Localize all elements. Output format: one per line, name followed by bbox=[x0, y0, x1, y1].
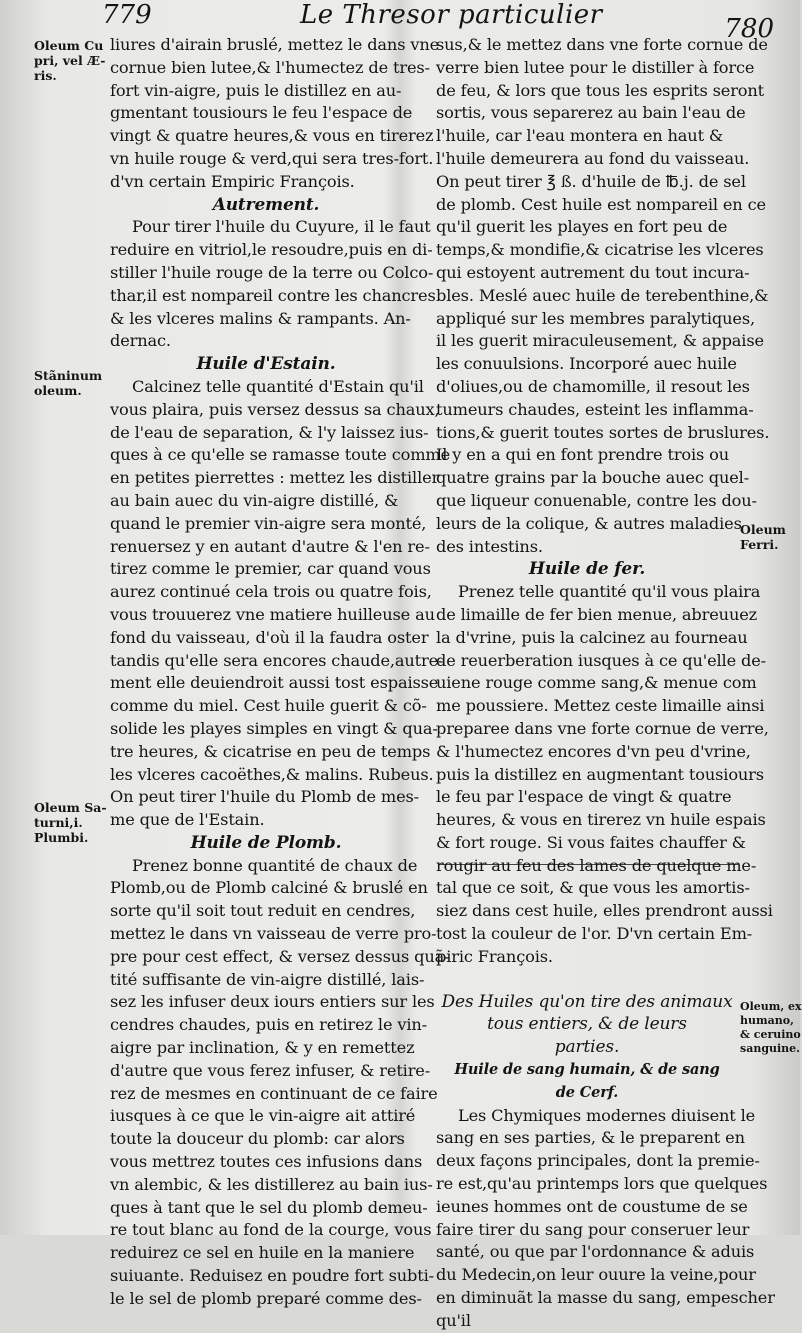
text-line: siez dans cest huile, elles prendront aussi bbox=[436, 901, 773, 921]
margin-note-line: humano, bbox=[740, 1014, 794, 1027]
text-line: temps,& mondifie,& cicatrise les vlceres bbox=[436, 240, 764, 260]
text-line: de l'eau de separation, & l'y laissez ius- bbox=[110, 422, 429, 442]
margin-note-line: Oleum, ex bbox=[740, 1000, 802, 1013]
text-line: piric François. bbox=[436, 946, 553, 966]
text-line: cornue bien lutee,& l'humectez de tres- bbox=[110, 57, 430, 77]
text-line: leurs de la colique, & autres maladies bbox=[436, 513, 742, 533]
text-line: en petites pierrettes : mettez les distiller bbox=[110, 468, 440, 488]
text-line: vingt & quatre heures,& vous en tirerez bbox=[110, 126, 434, 146]
text-line: iusques à ce que le vin-aigre ait attiré bbox=[110, 1106, 416, 1126]
text-line: Il y en a qui en font prendre trois ou bbox=[436, 445, 730, 465]
text-line: tumeurs chaudes, esteint les inflamma- bbox=[436, 399, 754, 419]
text-line: qui estoyent autrement du tout incura- bbox=[436, 262, 750, 282]
margin-note-line: Oleum Cu bbox=[34, 38, 104, 53]
text-line: le feu par l'espace de vingt & quatre bbox=[436, 787, 732, 807]
text-line: le le sel de plomb preparé comme des- bbox=[110, 1288, 422, 1308]
text-line: tions,& guerit toutes sortes de bruslures. bbox=[436, 422, 770, 442]
text-line: solide les playes simples en vingt & qua- bbox=[110, 718, 438, 738]
left-text-column bbox=[110, 34, 451, 1311]
text-line: au bain auec du vin-aigre distillé, & bbox=[110, 490, 399, 510]
margin-note-stanni bbox=[34, 368, 102, 398]
margin-note-line: Stãninum bbox=[34, 368, 103, 383]
text-line: heures, & vous en tirerez vn huile espais bbox=[436, 810, 766, 830]
text-line: que liqueur conuenable, contre les dou- bbox=[436, 490, 757, 510]
section-heading: Huile de Plomb. bbox=[190, 832, 342, 853]
text-line: tost la couleur de l'or. D'vn certain Em- bbox=[436, 924, 753, 944]
text-line: ques à tant que le sel du plomb demeu- bbox=[110, 1197, 428, 1217]
margin-note-line: sanguine. bbox=[740, 1042, 801, 1055]
text-line: Les Chymiques modernes diuisent le bbox=[458, 1105, 756, 1125]
text-line: thar,il est nompareil contre les chancres bbox=[110, 285, 436, 305]
text-line: rougir au feu des lames de quelque me- bbox=[436, 855, 757, 875]
text-line: cendres chaudes, puis en retirez le vin- bbox=[110, 1015, 427, 1035]
running-title: Le Thresor particulier bbox=[300, 0, 603, 30]
text-line: du Medecin,on leur ouure la veine,pour bbox=[436, 1265, 756, 1285]
text-line: re est,qu'au printemps lors que quelques bbox=[436, 1174, 768, 1194]
text-line: fond du vaisseau, d'où il la faudra oster bbox=[110, 627, 429, 647]
section-heading: de Cerf. bbox=[555, 1083, 619, 1101]
margin-note-line: turni,i. bbox=[34, 815, 83, 830]
text-line: d'autre que vous ferez infuser, & retire- bbox=[110, 1060, 431, 1080]
text-line: me poussiere. Mettez ceste limaille ainsi bbox=[436, 696, 765, 716]
text-line: en diminuãt la masse du sang, empescher bbox=[436, 1288, 775, 1308]
text-line: Calcinez telle quantité d'Estain qu'il bbox=[132, 376, 424, 396]
text-line: mettez le dans vn vaisseau de verre pro- bbox=[110, 924, 437, 944]
text-line: comme du miel. Cest huile guerit & cõ- bbox=[110, 696, 427, 716]
margin-note-line: pri, vel Æ- bbox=[34, 53, 106, 68]
left-page-number: 779 bbox=[102, 0, 152, 30]
section-heading: tous entiers, & de leurs bbox=[487, 1014, 687, 1035]
text-line: preparee dans vne forte cornue de verre, bbox=[436, 718, 769, 738]
text-line: l'huile demeurera au fond du vaisseau. bbox=[436, 148, 750, 168]
text-line: vn alembic, & les distillerez au bain ius- bbox=[110, 1174, 433, 1194]
text-line: uiene rouge comme sang,& menue com bbox=[436, 673, 757, 693]
text-line: tité suffisante de vin-aigre distillé, lais- bbox=[110, 969, 425, 989]
text-line: & fort rouge. Si vous faites chauffer & bbox=[436, 832, 746, 852]
text-line: vous plaira, puis versez dessus sa chaux, bbox=[110, 399, 440, 419]
text-line: renuersez y en autant d'autre & l'en re- bbox=[110, 536, 430, 556]
text-line: rez de mesmes en continuant de ce faire bbox=[110, 1083, 438, 1103]
text-line: tal que ce soit, & que vous les amortis- bbox=[436, 878, 750, 898]
text-line: suiuante. Reduisez en poudre fort subti- bbox=[110, 1266, 434, 1286]
text-line: bles. Meslé auec huile de terebenthine,& bbox=[436, 285, 769, 305]
text-line: des intestins. bbox=[436, 536, 543, 556]
section-heading: Huile d'Estain. bbox=[196, 354, 336, 375]
text-line: les vlceres cacoëthes,& malins. Rubeus. bbox=[110, 764, 434, 784]
text-line: tirez comme le premier, car quand vous bbox=[110, 559, 431, 579]
margin-note-sanguine bbox=[740, 1000, 802, 1056]
text-line: gmentant tousiours le feu l'espace de bbox=[110, 103, 413, 123]
margin-note-line: Oleum Sa- bbox=[34, 800, 107, 815]
text-line: & les vlceres malins & rampants. An- bbox=[110, 308, 411, 328]
text-line: vous mettrez toutes ces infusions dans bbox=[110, 1152, 423, 1172]
margin-note-line: ris. bbox=[34, 68, 57, 83]
text-line: aigre par inclination, & y en remettez bbox=[110, 1038, 415, 1058]
text-line: il les guerit miraculeusement, & appaise bbox=[436, 331, 764, 351]
text-line: On peut tirer l'huile du Plomb de mes- bbox=[110, 787, 420, 807]
margin-note-saturni bbox=[34, 800, 107, 845]
text-line: sus,& le mettez dans vne forte cornue de bbox=[436, 35, 768, 54]
text-line: aurez continué cela trois ou quatre fois, bbox=[110, 582, 432, 602]
section-heading: Des Huiles qu'on tire des animaux bbox=[441, 991, 733, 1012]
text-line: deux façons principales, dont la premie- bbox=[436, 1151, 760, 1171]
margin-note-line: Oleum bbox=[740, 522, 786, 537]
text-line: pre pour cest effect, & versez dessus quã- bbox=[110, 946, 450, 966]
margin-note-line: Ferri. bbox=[740, 537, 779, 552]
text-line: & l'humectez encores d'vn peu d'vrine, bbox=[436, 741, 751, 761]
page-header bbox=[0, 0, 800, 44]
text-line: qu'il bbox=[436, 1310, 471, 1330]
text-line: faire tirer du sang pour conseruer leur bbox=[436, 1219, 750, 1239]
text-line: sortis, vous separerez au bain l'eau de bbox=[436, 103, 746, 123]
text-line: sez les infuser deux iours entiers sur les bbox=[110, 992, 435, 1012]
text-line: de plomb. Cest huile est nompareil en ce bbox=[436, 194, 766, 214]
text-line: Pour tirer l'huile du Cuyure, il le faut bbox=[132, 217, 431, 237]
text-line: sorte qu'il soit tout reduit en cendres, bbox=[110, 901, 416, 921]
text-line: appliqué sur les membres paralytiques, bbox=[436, 308, 756, 328]
text-line: vous trouuerez vne matiere huilleuse au bbox=[110, 604, 435, 624]
margin-note-oleum-cupri bbox=[34, 38, 105, 83]
text-line: la d'vrine, puis la calcinez au fourneau bbox=[436, 627, 748, 647]
margin-note-line: & ceruino bbox=[740, 1028, 801, 1041]
text-line: re tout blanc au fond de la courge, vous bbox=[110, 1220, 432, 1240]
text-line: d'vn certain Empiric François. bbox=[110, 171, 355, 191]
margin-note-ferri bbox=[740, 522, 786, 552]
text-line: d'oliues,ou de chamomille, il resout les bbox=[436, 376, 750, 396]
line-spacer bbox=[436, 969, 738, 980]
section-heading: Huile de sang humain, & de sang bbox=[454, 1061, 720, 1079]
text-line: dernac. bbox=[110, 331, 171, 351]
text-line: ieunes hommes ont de coustume de se bbox=[436, 1196, 748, 1216]
section-heading: parties. bbox=[554, 1037, 620, 1058]
text-line: qu'il guerit les playes en fort peu de bbox=[436, 217, 728, 237]
text-line: ques à ce qu'elle se ramasse toute comme bbox=[110, 445, 451, 465]
text-line: puis la distillez en augmentant tousiours bbox=[436, 764, 764, 784]
text-line: santé, ou que par l'ordonnance & aduis bbox=[436, 1242, 755, 1262]
text-line: ment elle deuiendroit aussi tost espaisse bbox=[110, 673, 439, 693]
text-line: de reuerberation iusques à ce qu'elle de- bbox=[436, 650, 766, 670]
section-heading: Autrement. bbox=[212, 194, 320, 215]
text-line: quand le premier vin-aigre sera monté, bbox=[110, 513, 427, 533]
text-line: On peut tirer ℥ ß. d'huile de ℔.j. de sel bbox=[436, 171, 746, 191]
text-line: quatre grains par la bouche auec quel- bbox=[436, 468, 750, 488]
text-line: tre heures, & cicatrise en peu de temps bbox=[110, 741, 431, 761]
text-line: Prenez telle quantité qu'il vous plaira bbox=[458, 582, 761, 602]
text-line: les conuulsions. Incorporé auec huile bbox=[436, 354, 737, 374]
text-line: toute la douceur du plomb: car alors bbox=[110, 1129, 405, 1149]
text-line: l'huile, car l'eau montera en haut & bbox=[436, 126, 724, 146]
line-spacer bbox=[436, 980, 738, 991]
text-line: liures d'airain bruslé, mettez le dans vne bbox=[110, 35, 440, 54]
text-line: Prenez bonne quantité de chaux de bbox=[132, 855, 418, 875]
margin-note-line: oleum. bbox=[34, 383, 82, 398]
text-line: de limaille de fer bien menue, abreuuez bbox=[436, 604, 758, 624]
text-line: tandis qu'elle sera encores chaude,autre- bbox=[110, 650, 444, 670]
text-line: verre bien lutee pour le distiller à force bbox=[436, 57, 755, 77]
text-line: reduire en vitriol,le resoudre,puis en di- bbox=[110, 240, 433, 260]
text-line: vn huile rouge & verd,qui sera tres-fort. bbox=[110, 148, 434, 168]
section-heading: Huile de fer. bbox=[528, 559, 646, 580]
text-line: fort vin-aigre, puis le distillez en au- bbox=[110, 80, 402, 100]
text-line: reduirez ce sel en huile en la maniere bbox=[110, 1243, 415, 1263]
text-line: sang en ses parties, & le preparent en bbox=[436, 1128, 745, 1148]
right-page-number: 780 bbox=[724, 14, 774, 44]
margin-note-line: Plumbi. bbox=[34, 830, 89, 845]
text-line: Plomb,ou de Plomb calciné & bruslé en bbox=[110, 878, 428, 898]
text-line: stiller l'huile rouge de la terre ou Colco- bbox=[110, 262, 434, 282]
text-line: me que de l'Estain. bbox=[110, 810, 265, 830]
text-line: de feu, & lors que tous les esprits seront bbox=[436, 80, 765, 100]
